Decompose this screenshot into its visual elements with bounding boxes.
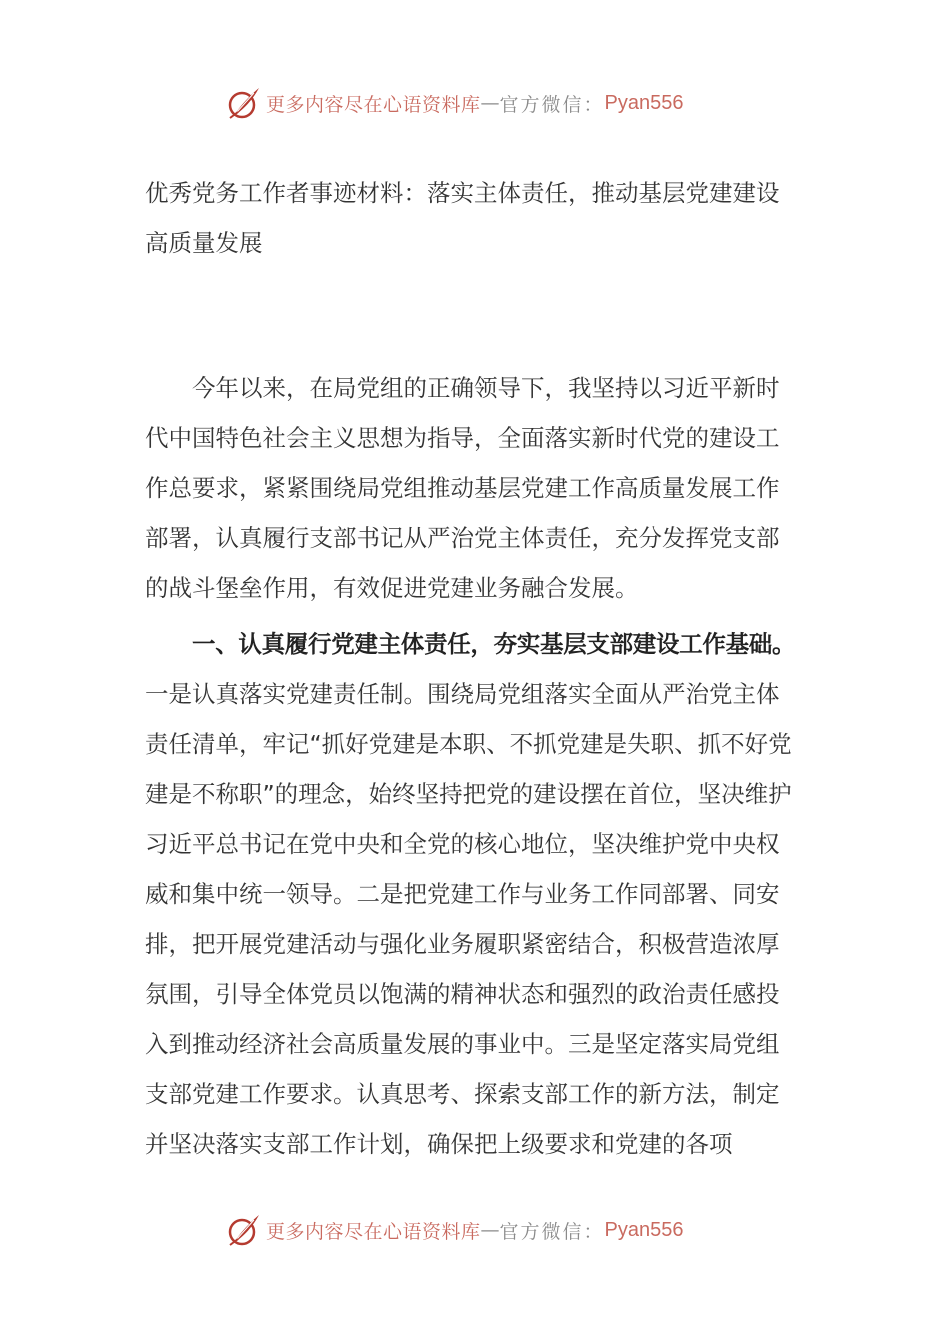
header-account: Pyan556 [604, 91, 684, 114]
footer-site-text: 更多内容尽在心语资料库 [266, 1220, 481, 1243]
header-banner [226, 83, 746, 123]
section1-heading: 一、认真履行党建主体责任，夯实基层支部建设工作基础。 [192, 630, 796, 658]
header-wechat-label: 官方微信： [499, 93, 605, 116]
intro-paragraph: 今年以来，在局党组的正确领导下，我坚持以习近平新时代中国特色社会主义思想为指导，全面落实新时代党的建设工作总要求，紧紧围绕局党组推动基层党建工作高质量发展工作部署，认真履行支部书记从严治党主体责任，充分发挥党支部的战斗堡垒作用，有效促进党建业务融合发展。 [145, 374, 780, 602]
footer-account: Pyan556 [604, 1218, 684, 1241]
section1-paragraph [145, 619, 797, 1169]
header-site-text: 更多内容尽在心语资料库 [266, 93, 481, 116]
section1-body: 一是认真落实党建责任制。围绕局党组落实全面从严治党主体责任清单，牢记“抓好党建是本职、不抓党建是失职、抓不好党建是不称职”的理念，始终坚持把党的建设摆在首位，坚决维护习近平总书记在党中央和全党的核心地位，坚决维护党中央权威和集中统一领导。二是把党建工作与业务工作同部署、同安排，把开展党建活动与强化业务履职紧密结合，积极营造浓厚氛围，引导全体党员以饱满的精神状态和强烈的政治责任感投入到推动经济社会高质量发展的事业中。三是坚定落实局党组支部党建工作要求。认真思考、探索支部工作的新方法，制定并坚决落实支部工作计划，确保把上级要求和党建的各项 [145, 680, 792, 1158]
document-content [145, 168, 797, 1169]
quill-pen-logo-icon [226, 85, 262, 121]
header-dash: — [480, 92, 500, 114]
document-title: 优秀党务工作者事迹材料：落实主体责任，推动基层党建建设高质量发展 [145, 179, 780, 257]
footer-banner [226, 1210, 746, 1250]
footer-wechat-label: 官方微信： [499, 1220, 605, 1243]
footer-dash: — [480, 1219, 500, 1241]
quill-pen-logo-icon [226, 1212, 262, 1248]
